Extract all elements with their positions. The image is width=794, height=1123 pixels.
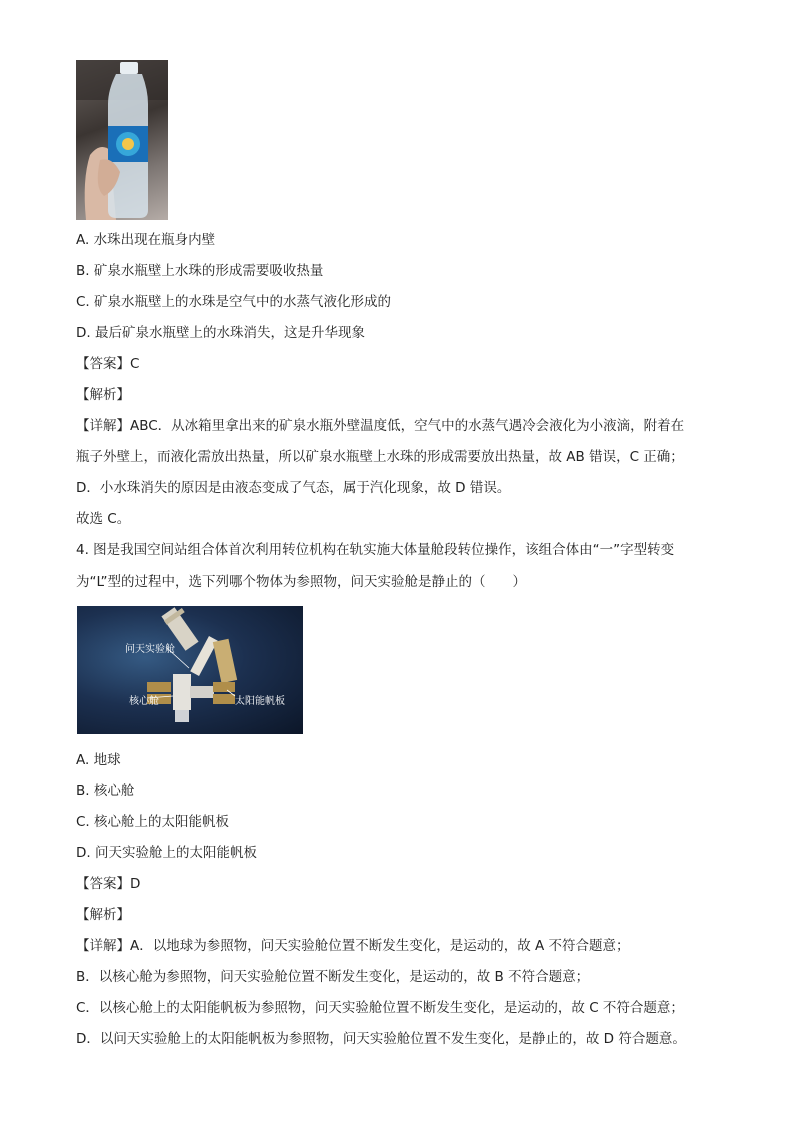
q3-conclusion: 故选 C。	[76, 511, 131, 527]
q4-analysis-title: 【解析】	[76, 907, 130, 923]
label-core-module: 核心舱	[129, 696, 159, 707]
q4-detail-line: C．以核心舱上的太阳能帆板为参照物，问天实验舱位置不断发生变化，是运动的，故 C 不符合题意；	[76, 1000, 684, 1016]
q3-option-c: C. 矿泉水瓶壁上的水珠是空气中的水蒸气液化形成的	[76, 294, 392, 310]
q4-option-b: B. 核心舱	[76, 783, 135, 799]
q4-option-c: C. 核心舱上的太阳能帆板	[76, 814, 230, 830]
q3-detail-line: 【详解】ABC．从冰箱里拿出来的矿泉水瓶外壁温度低，空气中的水蒸气遇冷会液化为小液滴，附着在	[76, 418, 685, 434]
q4-detail-line: 【详解】A．以地球为参照物，问天实验舱位置不断发生变化，是运动的，故 A 不符合题意；	[76, 938, 630, 954]
bottle-illustration	[76, 60, 168, 220]
q4-answer: 【答案】D	[76, 876, 141, 892]
q4-option-a: A. 地球	[76, 752, 121, 768]
q3-option-a: A. 水珠出现在瓶身内壁	[76, 232, 216, 248]
q4-stem-line: 为“L”型的过程中，选下列哪个物体为参照物，问天实验舱是静止的（ ）	[76, 574, 526, 590]
water-bottle-photo	[76, 60, 168, 220]
space-station-photo	[77, 606, 303, 734]
label-wentian: 问天实验舱	[125, 644, 175, 655]
q3-option-b: B. 矿泉水瓶壁上水珠的形成需要吸收热量	[76, 263, 324, 279]
q3-analysis-title: 【解析】	[76, 387, 130, 403]
q3-detail-line: D．小水珠消失的原因是由液态变成了气态，属于汽化现象，故 D 错误。	[76, 480, 511, 496]
q3-detail-line: 瓶子外壁上，而液化需放出热量，所以矿泉水瓶壁上水珠的形成需要放出热量，故 AB 错误，C 正确；	[76, 449, 684, 465]
q4-detail-line: B．以核心舱为参照物，问天实验舱位置不断发生变化，是运动的，故 B 不符合题意；	[76, 969, 590, 985]
q3-answer: 【答案】C	[76, 356, 140, 372]
label-solar-panel: 太阳能帆板	[235, 696, 285, 707]
q3-option-d: D. 最后矿泉水瓶壁上的水珠消失，这是升华现象	[76, 325, 365, 341]
space-station-illustration	[77, 606, 303, 734]
q4-option-d: D. 问天实验舱上的太阳能帆板	[76, 845, 257, 861]
q4-detail-line: D．以问天实验舱上的太阳能帆板为参照物，问天实验舱位置不发生变化，是静止的，故 D 符合题意。	[76, 1031, 686, 1047]
q4-stem-line: 4. 图是我国空间站组合体首次利用转位机构在轨实施大体量舱段转位操作，该组合体由“一”字型转变	[76, 542, 675, 558]
